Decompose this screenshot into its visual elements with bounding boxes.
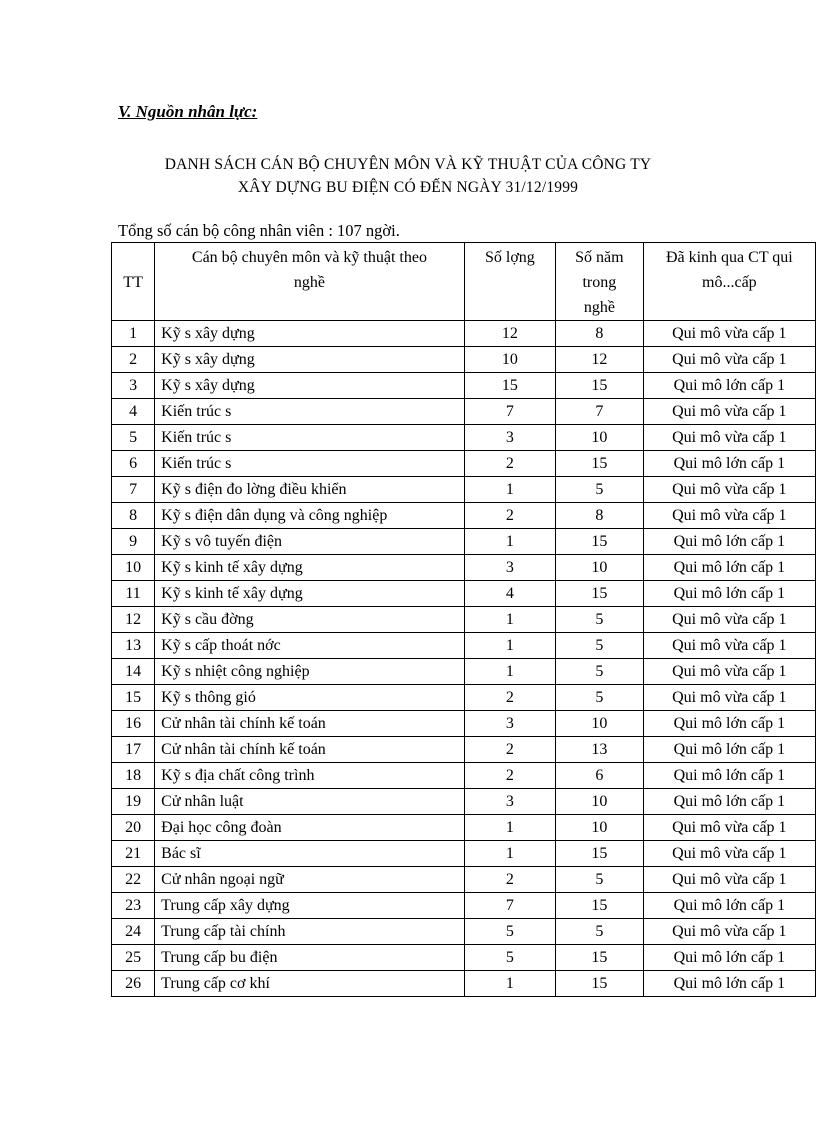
cell-quantity: 3 [464,789,555,815]
cell-tt: 21 [112,841,155,867]
staff-table-header [112,243,816,321]
cell-scale: Qui mô lớn cấp 1 [643,763,815,789]
cell-name: Trung cấp tài chính [155,919,465,945]
cell-name: Cử nhân luật [155,789,465,815]
cell-name: Bác sĩ [155,841,465,867]
cell-years: 15 [556,373,644,399]
cell-scale: Qui mô lớn cấp 1 [643,529,815,555]
cell-name: Kỹ s điện đo lờng điều khiển [155,477,465,503]
cell-scale: Qui mô vừa cấp 1 [643,347,815,373]
cell-scale: Qui mô vừa cấp 1 [643,867,815,893]
cell-name: Cử nhân tài chính kế toán [155,737,465,763]
cell-years: 5 [556,919,644,945]
section-heading: V. Nguồn nhân lực: [118,102,258,121]
cell-quantity: 12 [464,321,555,347]
table-row [112,529,816,555]
cell-years: 15 [556,529,644,555]
document-title-line-1: DANH SÁCH CÁN BỘ CHUYÊN MÔN VÀ KỸ THUẬT CỦA CÔNG TY [164,156,652,173]
cell-name: Kiến trúc s [155,399,465,425]
cell-years: 15 [556,971,644,997]
cell-scale: Qui mô lớn cấp 1 [643,555,815,581]
cell-years: 5 [556,477,644,503]
cell-tt: 8 [112,503,155,529]
cell-years: 5 [556,685,644,711]
table-row [112,815,816,841]
cell-scale: Qui mô vừa cấp 1 [643,919,815,945]
cell-scale: Qui mô vừa cấp 1 [643,633,815,659]
table-row [112,711,816,737]
cell-tt: 11 [112,581,155,607]
table-row [112,425,816,451]
cell-name: Kỹ s xây dựng [155,347,465,373]
table-row [112,971,816,997]
cell-scale: Qui mô lớn cấp 1 [643,451,815,477]
cell-scale: Qui mô lớn cấp 1 [643,737,815,763]
table-row [112,867,816,893]
cell-scale: Qui mô vừa cấp 1 [643,425,815,451]
cell-quantity: 2 [464,867,555,893]
cell-name: Trung cấp cơ khí [155,971,465,997]
cell-tt: 16 [112,711,155,737]
table-row [112,737,816,763]
cell-years: 10 [556,711,644,737]
cell-name: Cử nhân tài chính kế toán [155,711,465,737]
cell-name: Kỹ s cấp thoát nớc [155,633,465,659]
cell-name: Kỹ s cầu đờng [155,607,465,633]
cell-years: 15 [556,451,644,477]
cell-quantity: 1 [464,529,555,555]
cell-years: 8 [556,321,644,347]
cell-years: 10 [556,555,644,581]
table-row [112,451,816,477]
cell-scale: Qui mô lớn cấp 1 [643,581,815,607]
cell-tt: 19 [112,789,155,815]
cell-tt: 2 [112,347,155,373]
cell-scale: Qui mô lớn cấp 1 [643,711,815,737]
cell-years: 12 [556,347,644,373]
cell-quantity: 3 [464,555,555,581]
table-row [112,633,816,659]
cell-tt: 25 [112,945,155,971]
cell-scale: Qui mô vừa cấp 1 [643,321,815,347]
cell-quantity: 1 [464,477,555,503]
cell-name: Kỹ s thông gió [155,685,465,711]
table-row [112,373,816,399]
header-scale: Đã kinh qua CT qui mô...cấp [643,243,815,321]
cell-name: Kỹ s xây dựng [155,373,465,399]
cell-tt: 9 [112,529,155,555]
table-row [112,581,816,607]
cell-scale: Qui mô lớn cấp 1 [643,971,815,997]
cell-tt: 18 [112,763,155,789]
cell-scale: Qui mô lớn cấp 1 [643,373,815,399]
cell-years: 5 [556,867,644,893]
table-row [112,607,816,633]
table-row [112,503,816,529]
table-row [112,893,816,919]
cell-years: 10 [556,425,644,451]
cell-scale: Qui mô vừa cấp 1 [643,399,815,425]
cell-years: 5 [556,607,644,633]
cell-scale: Qui mô lớn cấp 1 [643,945,815,971]
cell-name: Kỹ s xây dựng [155,321,465,347]
cell-quantity: 1 [464,841,555,867]
cell-tt: 23 [112,893,155,919]
cell-quantity: 2 [464,737,555,763]
header-row [112,243,816,321]
cell-quantity: 2 [464,763,555,789]
cell-quantity: 15 [464,373,555,399]
cell-name: Kỹ s địa chất công trình [155,763,465,789]
cell-tt: 17 [112,737,155,763]
cell-name: Kiến trúc s [155,425,465,451]
table-row [112,789,816,815]
cell-name: Kỹ s vô tuyến điện [155,529,465,555]
cell-name: Trung cấp xây dựng [155,893,465,919]
cell-scale: Qui mô vừa cấp 1 [643,477,815,503]
cell-scale: Qui mô vừa cấp 1 [643,607,815,633]
cell-years: 15 [556,841,644,867]
cell-quantity: 1 [464,633,555,659]
cell-name: Kỹ s kinh tế xây dựng [155,555,465,581]
cell-tt: 13 [112,633,155,659]
cell-scale: Qui mô lớn cấp 1 [643,893,815,919]
cell-years: 7 [556,399,644,425]
cell-years: 5 [556,659,644,685]
staff-table [111,242,816,997]
table-row [112,347,816,373]
cell-tt: 12 [112,607,155,633]
cell-tt: 10 [112,555,155,581]
cell-tt: 22 [112,867,155,893]
cell-quantity: 2 [464,451,555,477]
cell-name: Trung cấp bu điện [155,945,465,971]
cell-quantity: 1 [464,607,555,633]
document-title-line-2: XÂY DỰNG BU ĐIỆN CÓ ĐẾN NGÀY 31/12/1999 [237,179,579,196]
header-tt: TT [112,243,155,321]
cell-quantity: 10 [464,347,555,373]
cell-name: Đại học công đoàn [155,815,465,841]
cell-tt: 3 [112,373,155,399]
header-name: Cán bộ chuyên môn và kỹ thuật theo nghề [155,243,465,321]
table-row [112,945,816,971]
cell-quantity: 1 [464,659,555,685]
table-row [112,685,816,711]
table-row [112,399,816,425]
cell-tt: 4 [112,399,155,425]
cell-tt: 20 [112,815,155,841]
cell-years: 10 [556,815,644,841]
cell-tt: 1 [112,321,155,347]
cell-name: Cử nhân ngoại ngữ [155,867,465,893]
cell-quantity: 3 [464,425,555,451]
staff-table-body [112,321,816,997]
cell-name: Kỹ s kinh tế xây dựng [155,581,465,607]
cell-years: 8 [556,503,644,529]
table-row [112,763,816,789]
cell-tt: 26 [112,971,155,997]
cell-name: Kỹ s điện dân dụng và công nghiệp [155,503,465,529]
table-row [112,659,816,685]
cell-quantity: 1 [464,971,555,997]
header-quantity: Số lợng [464,243,555,321]
cell-tt: 14 [112,659,155,685]
cell-years: 15 [556,581,644,607]
cell-years: 13 [556,737,644,763]
table-row [112,321,816,347]
table-row [112,555,816,581]
cell-scale: Qui mô vừa cấp 1 [643,685,815,711]
cell-years: 6 [556,763,644,789]
cell-years: 10 [556,789,644,815]
cell-quantity: 4 [464,581,555,607]
cell-years: 15 [556,893,644,919]
cell-quantity: 2 [464,503,555,529]
cell-tt: 15 [112,685,155,711]
cell-scale: Qui mô vừa cấp 1 [643,503,815,529]
total-staff-text: Tổng số cán bộ công nhân viên : 107 ngời. [118,221,400,240]
cell-years: 5 [556,633,644,659]
cell-quantity: 1 [464,815,555,841]
cell-tt: 7 [112,477,155,503]
cell-name: Kỹ s nhiệt công nghiệp [155,659,465,685]
cell-quantity: 5 [464,919,555,945]
cell-quantity: 5 [464,945,555,971]
cell-scale: Qui mô vừa cấp 1 [643,841,815,867]
cell-scale: Qui mô lớn cấp 1 [643,789,815,815]
cell-scale: Qui mô vừa cấp 1 [643,659,815,685]
cell-name: Kiến trúc s [155,451,465,477]
cell-years: 15 [556,945,644,971]
cell-quantity: 3 [464,711,555,737]
table-row [112,841,816,867]
cell-tt: 6 [112,451,155,477]
cell-tt: 24 [112,919,155,945]
cell-scale: Qui mô vừa cấp 1 [643,815,815,841]
cell-quantity: 2 [464,685,555,711]
header-years: Số năm trong nghề [556,243,644,321]
table-row [112,477,816,503]
cell-quantity: 7 [464,893,555,919]
cell-quantity: 7 [464,399,555,425]
table-row [112,919,816,945]
cell-tt: 5 [112,425,155,451]
